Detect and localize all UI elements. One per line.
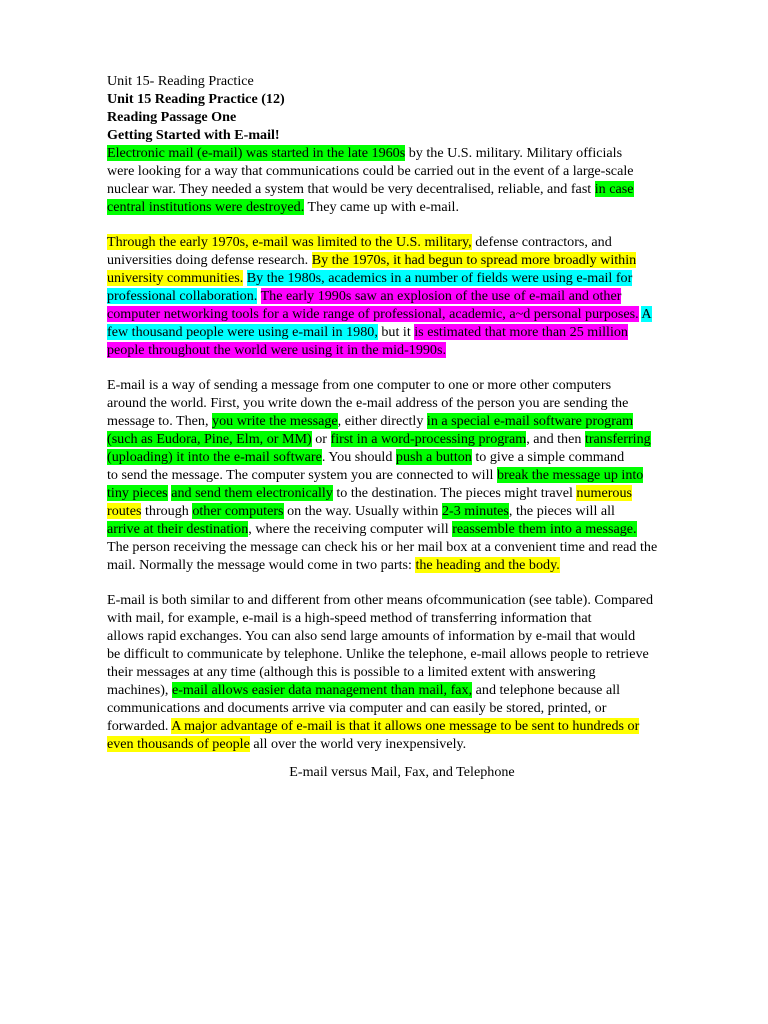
text-line bbox=[107, 198, 707, 216]
text-line bbox=[107, 269, 707, 287]
paragraph-3 bbox=[107, 376, 707, 574]
text-line bbox=[107, 305, 707, 323]
text-line: were looking for a way that communications could be carried out in the event of a large-scale bbox=[107, 163, 634, 179]
unit-title: Unit 15 Reading Practice (12) bbox=[107, 91, 285, 107]
text-line bbox=[107, 502, 707, 520]
text-run: forwarded. bbox=[107, 718, 172, 734]
highlight-green: push a button bbox=[395, 449, 472, 465]
paragraph-4 bbox=[107, 591, 707, 753]
highlight-green: reassemble them into a message. bbox=[452, 521, 637, 537]
text-line bbox=[107, 251, 707, 269]
text-run: universities doing defense research. bbox=[107, 252, 312, 268]
text-line bbox=[107, 681, 707, 699]
text-line bbox=[107, 430, 707, 448]
text-run: , and then bbox=[526, 431, 585, 447]
highlight-green: central institutions were destroyed. bbox=[107, 199, 305, 215]
highlight-green: break the message up into bbox=[496, 467, 644, 483]
text-run: defense contractors, and bbox=[471, 234, 612, 250]
highlight-yellow: Through the early 1970s, e-mail was limited to the U.S. military, bbox=[107, 234, 472, 250]
highlight-green: tiny pieces bbox=[107, 485, 168, 501]
highlight-yellow: By the 1970s, it had begun to spread more broadly within bbox=[311, 252, 637, 268]
text-run: all over the world very inexpensively. bbox=[249, 736, 467, 752]
text-line bbox=[107, 412, 707, 430]
text-line bbox=[107, 484, 707, 502]
highlight-green: e-mail allows easier data management than mail, fax, bbox=[171, 682, 473, 698]
text-line bbox=[107, 556, 707, 574]
highlight-green: transferring bbox=[584, 431, 651, 447]
text-run: message to. Then, bbox=[107, 413, 213, 429]
text-run: mail. Normally the message would come in two parts: bbox=[107, 557, 416, 573]
text-line bbox=[107, 466, 707, 484]
document-page bbox=[107, 72, 707, 781]
text-run: to the destination. The pieces might travel bbox=[332, 485, 577, 501]
highlight-green: arrive at their destination bbox=[107, 521, 249, 537]
text-line bbox=[107, 448, 707, 466]
text-line: E-mail is both similar to and different from other means ofcommunication (see table). Compared bbox=[107, 592, 654, 608]
text-line bbox=[107, 520, 707, 538]
highlight-green: (uploading) it into the e-mail software bbox=[107, 449, 322, 465]
text-run: on the way. Usually within bbox=[283, 503, 442, 519]
text-line: around the world. First, you write down the e-mail address of the person you are sending the bbox=[107, 395, 629, 411]
paragraph-2 bbox=[107, 233, 707, 359]
highlight-green: first in a word-processing program bbox=[330, 431, 527, 447]
unit-line: Unit 15- Reading Practice bbox=[107, 73, 254, 89]
article-title: Getting Started with E-mail! bbox=[107, 127, 280, 143]
highlight-cyan: few thousand people were using e-mail in 1980, bbox=[107, 324, 378, 340]
table-caption: E-mail versus Mail, Fax, and Telephone bbox=[289, 764, 515, 780]
highlight-yellow: even thousands of people bbox=[107, 736, 250, 752]
highlight-green: in case bbox=[594, 181, 634, 197]
highlight-green: in a special e-mail software program bbox=[426, 413, 634, 429]
text-line bbox=[107, 233, 707, 251]
text-line: The person receiving the message can check his or her mail box at a convenient time and read the bbox=[107, 539, 658, 555]
text-run: to send the message. The computer system you are connected to will bbox=[107, 467, 497, 483]
highlight-magenta: computer networking tools for a wide range of professional, academic, a~d personal purposes. bbox=[107, 306, 639, 322]
highlight-yellow: routes bbox=[107, 503, 142, 519]
paragraph-1 bbox=[107, 144, 707, 216]
highlight-cyan: A bbox=[641, 306, 652, 322]
text-line: their messages at any time (although this is possible to a limited extent with answering bbox=[107, 664, 596, 680]
text-run: , where the receiving computer will bbox=[248, 521, 453, 537]
text-run: by the U.S. military. Military officials bbox=[405, 145, 623, 161]
highlight-green: you write the message bbox=[212, 413, 338, 429]
text-run: through bbox=[141, 503, 193, 519]
text-line bbox=[107, 717, 707, 735]
text-run: to give a simple command bbox=[471, 449, 625, 465]
text-run: but it bbox=[377, 324, 415, 340]
text-line: allows rapid exchanges. You can also send large amounts of information by e-mail that would bbox=[107, 628, 636, 644]
highlight-magenta: is estimated that more than 25 million bbox=[414, 324, 628, 340]
highlight-green: (such as Eudora, Pine, Elm, or MM) bbox=[107, 431, 312, 447]
highlight-yellow: A major advantage of e-mail is that it allows one message to be sent to hundreds or bbox=[171, 718, 640, 734]
text-line: communications and documents arrive via computer and can easily be stored, printed, or bbox=[107, 700, 607, 716]
text-line bbox=[107, 735, 707, 753]
text-line bbox=[107, 180, 707, 198]
text-line bbox=[107, 341, 707, 359]
highlight-cyan: professional collaboration. bbox=[107, 288, 258, 304]
highlight-green: 2-3 minutes bbox=[441, 503, 509, 519]
text-line: be difficult to communicate by telephone. Unlike the telephone, e-mail allows people to retrieve bbox=[107, 646, 649, 662]
text-run: , the pieces will all bbox=[508, 503, 615, 519]
text-line bbox=[107, 144, 707, 162]
text-line: with mail, for example, e-mail is a high-speed method of transferring information that bbox=[107, 610, 592, 626]
text-line bbox=[107, 323, 707, 341]
highlight-magenta: The early 1990s saw an explosion of the use of e-mail and other bbox=[260, 288, 622, 304]
text-run: . You should bbox=[321, 449, 396, 465]
passage-heading: Reading Passage One bbox=[107, 109, 237, 125]
highlight-yellow: numerous bbox=[576, 485, 633, 501]
text-run: nuclear war. They needed a system that would be very decentralised, reliable, and fast bbox=[107, 181, 595, 197]
highlight-cyan: By the 1980s, academics in a number of fields were using e-mail for bbox=[246, 270, 633, 286]
text-run: and telephone because all bbox=[472, 682, 621, 698]
text-line: E-mail is a way of sending a message from one computer to one or more other computers bbox=[107, 377, 612, 393]
text-run: , either directly bbox=[337, 413, 427, 429]
highlight-green: and send them electronically bbox=[171, 485, 333, 501]
highlight-yellow: university communities. bbox=[107, 270, 244, 286]
highlight-magenta: people throughout the world were using it in the mid-1990s. bbox=[107, 342, 446, 358]
text-line bbox=[107, 287, 707, 305]
highlight-green: other computers bbox=[192, 503, 284, 519]
highlight-yellow: the heading and the body. bbox=[415, 557, 560, 573]
text-run: or bbox=[311, 431, 331, 447]
text-run: machines), bbox=[107, 682, 172, 698]
text-run: They came up with e-mail. bbox=[304, 199, 459, 215]
highlight-green: Electronic mail (e-mail) was started in the late 1960s bbox=[107, 145, 406, 161]
